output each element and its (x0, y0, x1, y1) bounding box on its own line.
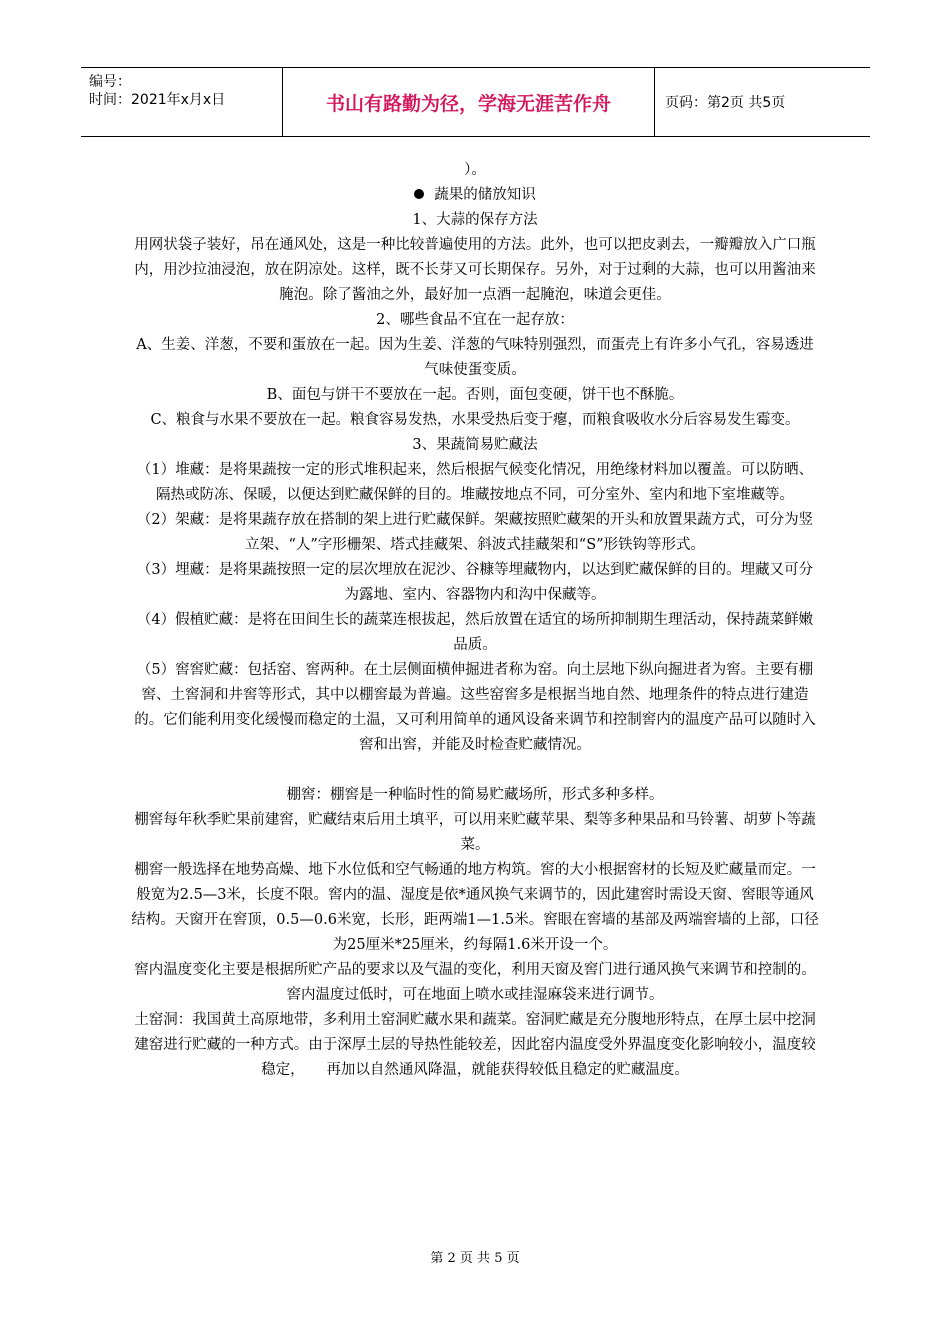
paragraph-item-b: B、面包与饼干不要放在一起。否则，面包变硬，饼干也不酥脆。 (266, 387, 684, 403)
document-date: 时间：2021年x月x日 (89, 92, 226, 108)
paragraph-cellar-temperature: 窖内温度变化主要是根据所贮产品的要求以及气温的变化，利用天窗及窖门进行通风换气来调节和控制的。窖内温度过低时，可在地面上喷水或挂湿麻袋来进行调节。 (134, 962, 816, 1003)
paragraph-continuation: ）。 (464, 162, 486, 178)
subheading-methods: 3、果蔬简易贮藏法 (412, 437, 538, 453)
paragraph-shed-cellar-build: 棚窖每年秋季贮果前建窖，贮藏结束后用土填平，可以用来贮藏苹果、梨等多种果品和马铃薯、胡萝卜等蔬菜。 (134, 812, 816, 853)
bullet-icon (414, 189, 424, 199)
paragraph-item-a: A、生姜、洋葱，不要和蛋放在一起。因为生姜、洋葱的气味特别强烈，而蛋壳上有许多小气孔，容易透进气味使蛋变质。 (136, 337, 814, 378)
subheading-garlic: 1、大蒜的保存方法 (412, 212, 538, 228)
paragraph-method-2: （2）架藏：是将果蔬存放在搭制的架上进行贮藏保鲜。架藏按照贮藏架的开头和放置果蔬方式，可分为竖立架、“人”字形栅架、塔式挂藏架、斜波式挂藏架和“S”形铁钩等形式。 (136, 512, 814, 553)
header-meta-cell (81, 68, 283, 136)
section-heading (130, 183, 820, 208)
paragraph-method-5: （5）窖窖贮藏：包括窑、窖两种。在土层侧面横伸掘进者称为窑。向土层地下纵向掘进者为窖。主要有棚窖、土窖洞和井窖等形式，其中以棚窖最为普遍。这些窑窖多是根据当地自然、地理条件的特点进行建造的。它们能利用变化缓慢而稳定的土温，又可利用简单的通风设备来调节和控制窖内的温度产品可以随时入窖和出窖，并能及时检查贮藏情况。 (134, 662, 816, 753)
paragraph-shed-cellar: 棚窖：棚窖是一种临时性的简易贮藏场所，形式多种多样。 (286, 787, 664, 803)
paragraph-shed-cellar-site: 棚窖一般选择在地势高燥、地下水位低和空气畅通的地方构筑。窖的大小根据窖材的长短及贮藏量而定。一般宽为2.5—3米，长度不限。窖内的温、湿度是依*通风换气来调节的，因此建窖时需设天窗、窖眼等通风结构。天窗开在窖顶，0.5—0.6米宽，长形，距两端1—1.5米。窖眼在窖墙的基部及两端窖墙的上部，口径为25厘米*25厘米，约每隔1.6米开设一个。 (131, 862, 819, 953)
paragraph-method-4: （4）假植贮藏：是将在田间生长的蔬菜连根拔起，然后放置在适宜的场所抑制期生理活动，保持蔬菜鲜嫩品质。 (136, 612, 814, 653)
paragraph-garlic: 用网状袋子装好，吊在通风处，这是一种比较普遍使用的方法。此外，也可以把皮剥去，一瓣瓣放入广口瓶内，用沙拉油浸泡，放在阴凉处。这样，既不长芽又可长期保存。另外，对于过剩的大蒜，也可以用酱油来腌泡。除了酱油之外，最好加一点酒一起腌泡，味道会更佳。 (134, 237, 816, 303)
document-body (130, 158, 820, 1083)
page-header (81, 67, 870, 137)
paragraph-cave-dwelling: 土窑洞：我国黄土高原地带，多利用土窑洞贮藏水果和蔬菜。窑洞贮藏是充分腹地形特点，在厚土层中挖洞建窑进行贮藏的一种方式。由于深厚土层的导热性能较差，因此窑内温度受外界温度变化影响较小，温度较稳定， 再加以自然通风降温，就能获得较低且稳定的贮藏温度。 (134, 1012, 816, 1078)
paragraph-method-3: （3）埋藏：是将果蔬按照一定的层次埋放在泥沙、谷糠等埋藏物内，以达到贮藏保鲜的目的。埋藏又可分为露地、室内、容器物内和沟中保藏等。 (136, 562, 814, 603)
section-heading-text: 蔬果的储放知识 (434, 187, 536, 203)
subheading-storage: 2、哪些食品不宜在一起存放： (376, 312, 574, 328)
header-motto: 书山有路勤为径，学海无涯苦作舟 (283, 68, 655, 136)
document-number-label: 编号： (89, 74, 131, 90)
page-footer: 第 2 页 共 5 页 (430, 1251, 520, 1266)
header-page-info: 页码：第2页 共5页 (665, 95, 786, 111)
paragraph-item-c: C、粮食与水果不要放在一起。粮食容易发热，水果受热后变于瘪，而粮食吸收水分后容易发生霉变。 (150, 412, 800, 428)
paragraph-method-1: （1）堆藏：是将果蔬按一定的形式堆积起来，然后根据气候变化情况，用绝缘材料加以覆盖。可以防晒、隔热或防冻、保暖，以便达到贮藏保鲜的目的。堆藏按地点不同，可分室外、室内和地下室堆藏等。 (136, 462, 814, 503)
